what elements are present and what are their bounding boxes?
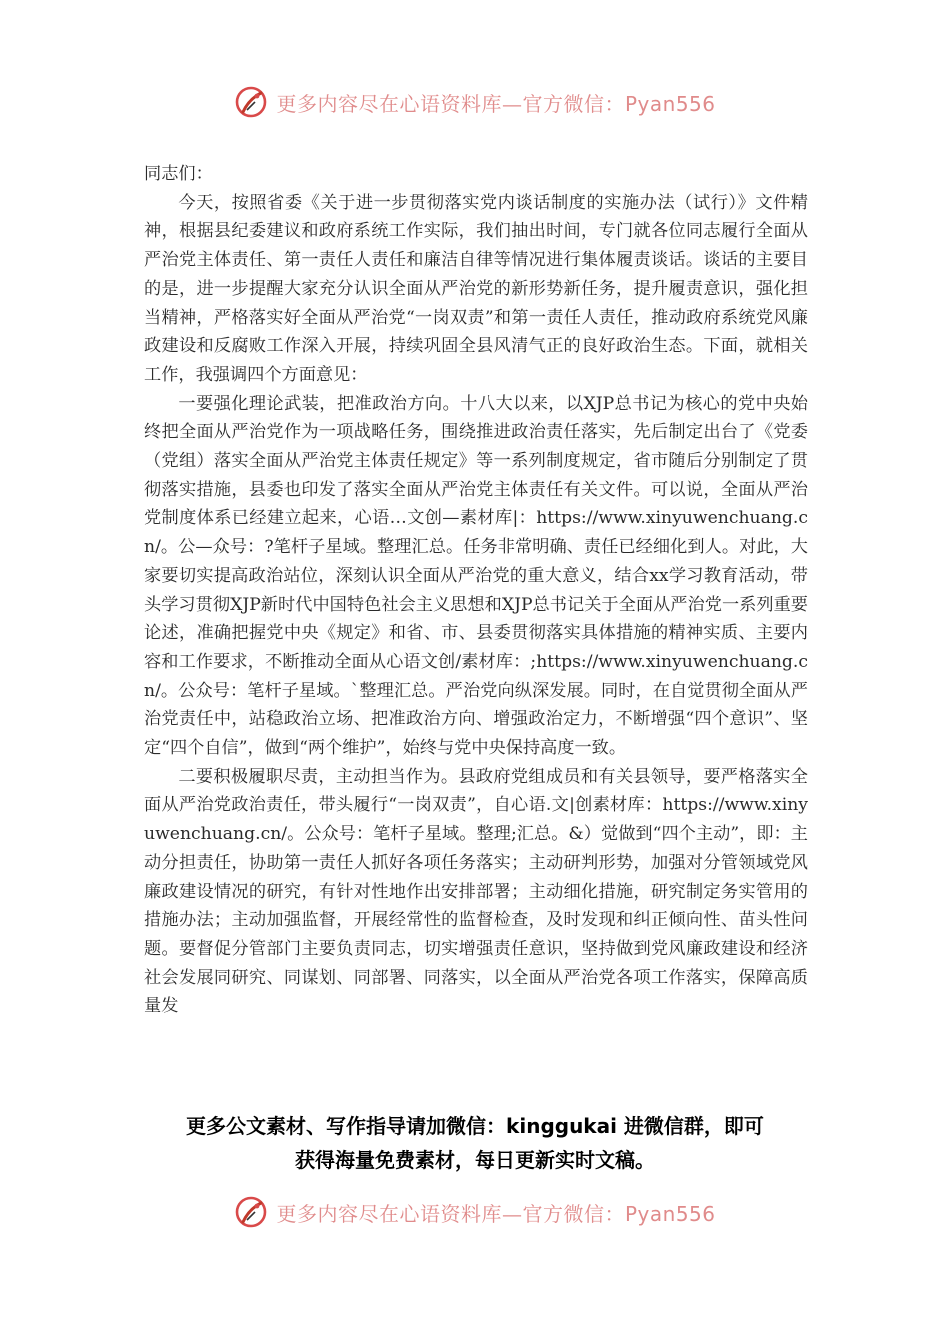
header-banner-text: 更多内容尽在心语资料库—官方微信：Pyan556 <box>276 91 716 116</box>
footer-banner-text: 更多内容尽在心语资料库—官方微信：Pyan556 <box>276 1201 716 1226</box>
header-banner <box>0 80 950 124</box>
paragraph-2: 一要强化理论武装，把准政治方向。十八大以来，以XJP总书记为核心的党中央始终把全面从严治党作为一项战略任务，围绕推进政治责任落实，先后制定出台了《党委（党组）落实全面从严治党主体责任规定》等一系列制度规定，省市随后分别制定了贯彻落实措施，县委也印发了落实全面从严治党主体责任有关文件。可以说，全面从严治党制度体系已经建立起来，心语…文创—素材库|：https://www.xinyuwenchuang.cn/。公—众号：?笔杆子星域。整理汇总。任务非常明确、责任已经细化到人。对此，大家要切实提高政治站位，深刻认识全面从严治党的重大意义，结合xx学习教育活动，带头学习贯彻XJP新时代中国特色社会主义思想和XJP总书记关于全面从严治党一系列重要论述，准确把握党中央《规定》和省、市、县委贯彻落实具体措施的精神实质、主要内容和工作要求，不断推动全面从心语文创/素材库：;https://www.xinyuwenchuang.cn/。公众号：笔杆子星域。`整理汇总。严治党向纵深发展。同时，在自觉贯彻全面从严治党责任中，站稳政治立场、把准政治方向、增强政治定力，不断增强“四个意识”、坚定“四个自信”，做到“两个维护”，始终与党中央保持高度一致。 <box>144 393 808 759</box>
header-wechat-id: Pyan556 <box>624 91 716 116</box>
promo-notice <box>0 1109 950 1177</box>
footer-banner <box>0 1190 950 1234</box>
promo-notice-line-1: 更多公文素材、写作指导请加微信：kinggukai 进微信群，即可 <box>186 1114 764 1138</box>
paragraph-1: 今天，按照省委《关于进一步贯彻落实党内谈话制度的实施办法（试行）》文件精神，根据县纪委建议和政府系统工作实际，我们抽出时间，专门就各位同志履行全面从严治党主体责任、第一责任人责任和廉洁自律等情况进行集体履责谈话。谈话的主要目的是，进一步提醒大家充分认识全面从严治党的新形势新任务，提升履责意识，强化担当精神，严格落实好全面从严治党“一岗双责”和第一责任人责任，推动政府系统党风廉政建设和反腐败工作深入开展，持续巩固全县风清气正的良好政治生态。下面，就相关工作，我强调四个方面意见： <box>144 192 808 385</box>
salutation: 同志们： <box>144 164 213 184</box>
promo-notice-line-2: 获得海量免费素材，每日更新实时文稿。 <box>295 1148 655 1172</box>
footer-wechat-id: Pyan556 <box>624 1201 716 1226</box>
paragraph-3: 二要积极履职尽责，主动担当作为。县政府党组成员和有关县领导，要严格落实全面从严治党政治责任，带头履行“一岗双责”，自心语.文|创素材库：https://www.xinyuwenchuang.cn/。公众号：笔杆子星域。整理;汇总。&）觉做到“四个主动”，即：主动分担责任，协助第一责任人抓好各项任务落实；主动研判形势，加强对分管领域党风廉政建设情况的研究，有针对性地作出安排部署；主动细化措施，研究制定务实管用的措施办法；主动加强监督，开展经常性的监督检查，及时发现和纠正倾向性、苗头性问题。要督促分管部门主要负责同志，切实增强责任意识，坚持做到党风廉政建设和经济社会发展同研究、同谋划、同部署、同落实，以全面从严治党各项工作落实，保障高质量发 <box>144 766 808 1017</box>
brand-logo-icon <box>234 1195 268 1229</box>
document-body <box>144 160 808 1021</box>
brand-logo-icon <box>234 85 268 119</box>
